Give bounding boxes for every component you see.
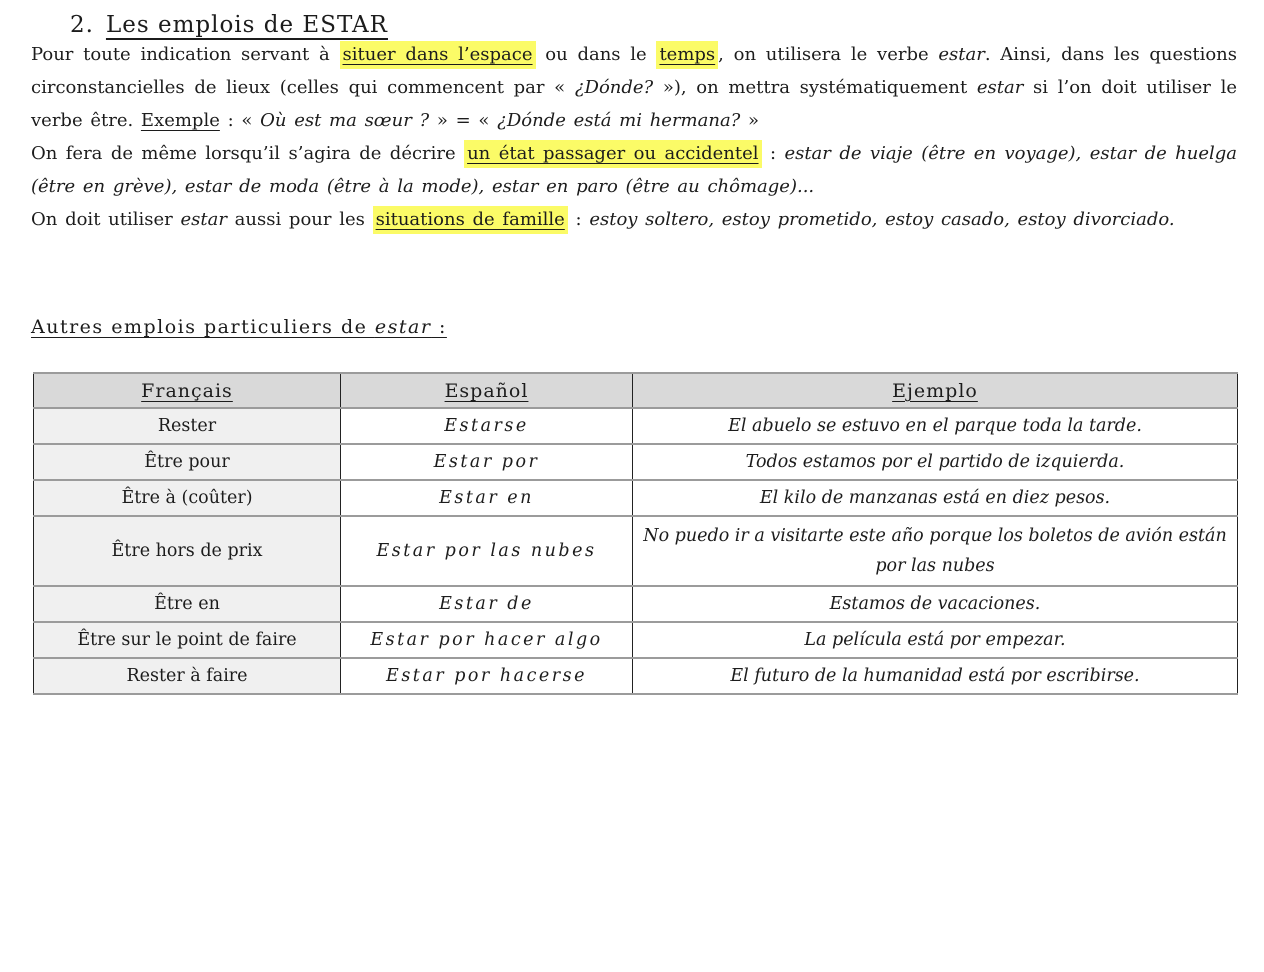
cell-espanol: Estarse — [341, 408, 633, 444]
text-run: » = « — [429, 110, 498, 131]
text-run: . Ainsi, dans les questions circonstancielles de lieux (celles qui commencent par « — [31, 44, 1238, 98]
text-run: On doit utiliser — [31, 209, 181, 230]
highlighted-text-run: un état passager ou accidentel — [464, 140, 761, 168]
document-page — [0, 12, 1264, 972]
cell-ejemplo: Estamos de vacaciones. — [633, 586, 1238, 622]
text-run: : — [761, 143, 785, 164]
para-etat-passager — [31, 137, 1237, 203]
doc-title — [70, 12, 1264, 38]
table-row — [34, 622, 1238, 658]
text-run: aussi pour les — [226, 209, 373, 230]
cell-francais: Être à (coûter) — [34, 480, 341, 516]
text-run: »), on mettra systématiquement — [653, 77, 977, 98]
cell-francais: Être sur le point de faire — [34, 622, 341, 658]
highlighted-text-run: situations de famille — [373, 206, 568, 234]
cell-francais: Rester à faire — [34, 658, 341, 694]
document-body — [31, 38, 1237, 338]
cell-ejemplo: Todos estamos por el partido de izquierda. — [633, 444, 1238, 480]
col-header-francais: Français — [34, 373, 341, 408]
cell-espanol: Estar por hacerse — [341, 658, 633, 694]
text-run: estar — [180, 209, 227, 230]
text-run: : — [431, 316, 447, 338]
text-run: estar de viaje (être en voyage), estar de huelga (être en grève), estar de moda (être à la mode), estar en paro (être au chômage)... — [31, 143, 1238, 197]
text-run: : — [567, 209, 590, 230]
table-row — [34, 586, 1238, 622]
text-run: » — [740, 110, 760, 131]
cell-francais: Être pour — [34, 444, 341, 480]
cell-espanol: Estar de — [341, 586, 633, 622]
cell-francais: Rester — [34, 408, 341, 444]
cell-ejemplo: El futuro de la humanidad está por escribirse. — [633, 658, 1238, 694]
highlighted-text-run: situer dans l’espace — [340, 41, 536, 69]
col-header-espanol: Español — [341, 373, 633, 408]
text-run: estar — [938, 44, 985, 65]
text-run: Pour toute indication servant à — [31, 44, 340, 65]
table-row — [34, 480, 1238, 516]
text-run: On fera de même lorsqu’il s’agira de décrire — [31, 143, 465, 164]
table-row — [34, 408, 1238, 444]
cell-espanol: Estar por las nubes — [341, 516, 633, 586]
cell-espanol: Estar en — [341, 480, 633, 516]
cell-ejemplo: La película está por empezar. — [633, 622, 1238, 658]
title-number: 2. — [70, 12, 94, 38]
cell-francais: Être hors de prix — [34, 516, 341, 586]
subheading-autres-emplois — [31, 316, 1237, 338]
table-header-row — [34, 373, 1238, 408]
para-situations-famille — [31, 203, 1237, 236]
text-run: : « — [219, 110, 261, 131]
table-row — [34, 516, 1238, 586]
text-run: estoy soltero, estoy prometido, estoy casado, estoy divorciado. — [589, 209, 1175, 230]
text-run: ¿Dónde está mi hermana? — [497, 110, 741, 131]
table-row — [34, 658, 1238, 694]
text-run: si l’on doit utiliser le verbe être. — [31, 77, 1237, 131]
table-row — [34, 444, 1238, 480]
para-espace-temps — [31, 38, 1237, 137]
text-run: ou dans le — [535, 44, 657, 65]
text-run: Où est ma sœur ? — [260, 110, 430, 131]
cell-ejemplo: El abuelo se estuvo en el parque toda la tarde. — [633, 408, 1238, 444]
title-text: Les emplois de ESTAR — [105, 12, 388, 38]
text-run: Autres emplois particuliers de — [31, 316, 375, 338]
usage-table — [33, 372, 1238, 695]
text-run: estar — [374, 316, 432, 338]
highlighted-text-run: temps — [656, 41, 718, 69]
cell-espanol: Estar por hacer algo — [341, 622, 633, 658]
col-header-ejemplo: Ejemplo — [633, 373, 1238, 408]
cell-ejemplo: No puedo ir a visitarte este año porque los boletos de avión están por las nubes — [633, 516, 1238, 586]
cell-ejemplo: El kilo de manzanas está en diez pesos. — [633, 480, 1238, 516]
text-run: , on utilisera le verbe — [718, 44, 939, 65]
text-run: ¿Dónde? — [574, 77, 654, 98]
text-run: Exemple — [140, 110, 220, 131]
cell-espanol: Estar por — [341, 444, 633, 480]
cell-francais: Être en — [34, 586, 341, 622]
text-run: estar — [976, 77, 1024, 98]
